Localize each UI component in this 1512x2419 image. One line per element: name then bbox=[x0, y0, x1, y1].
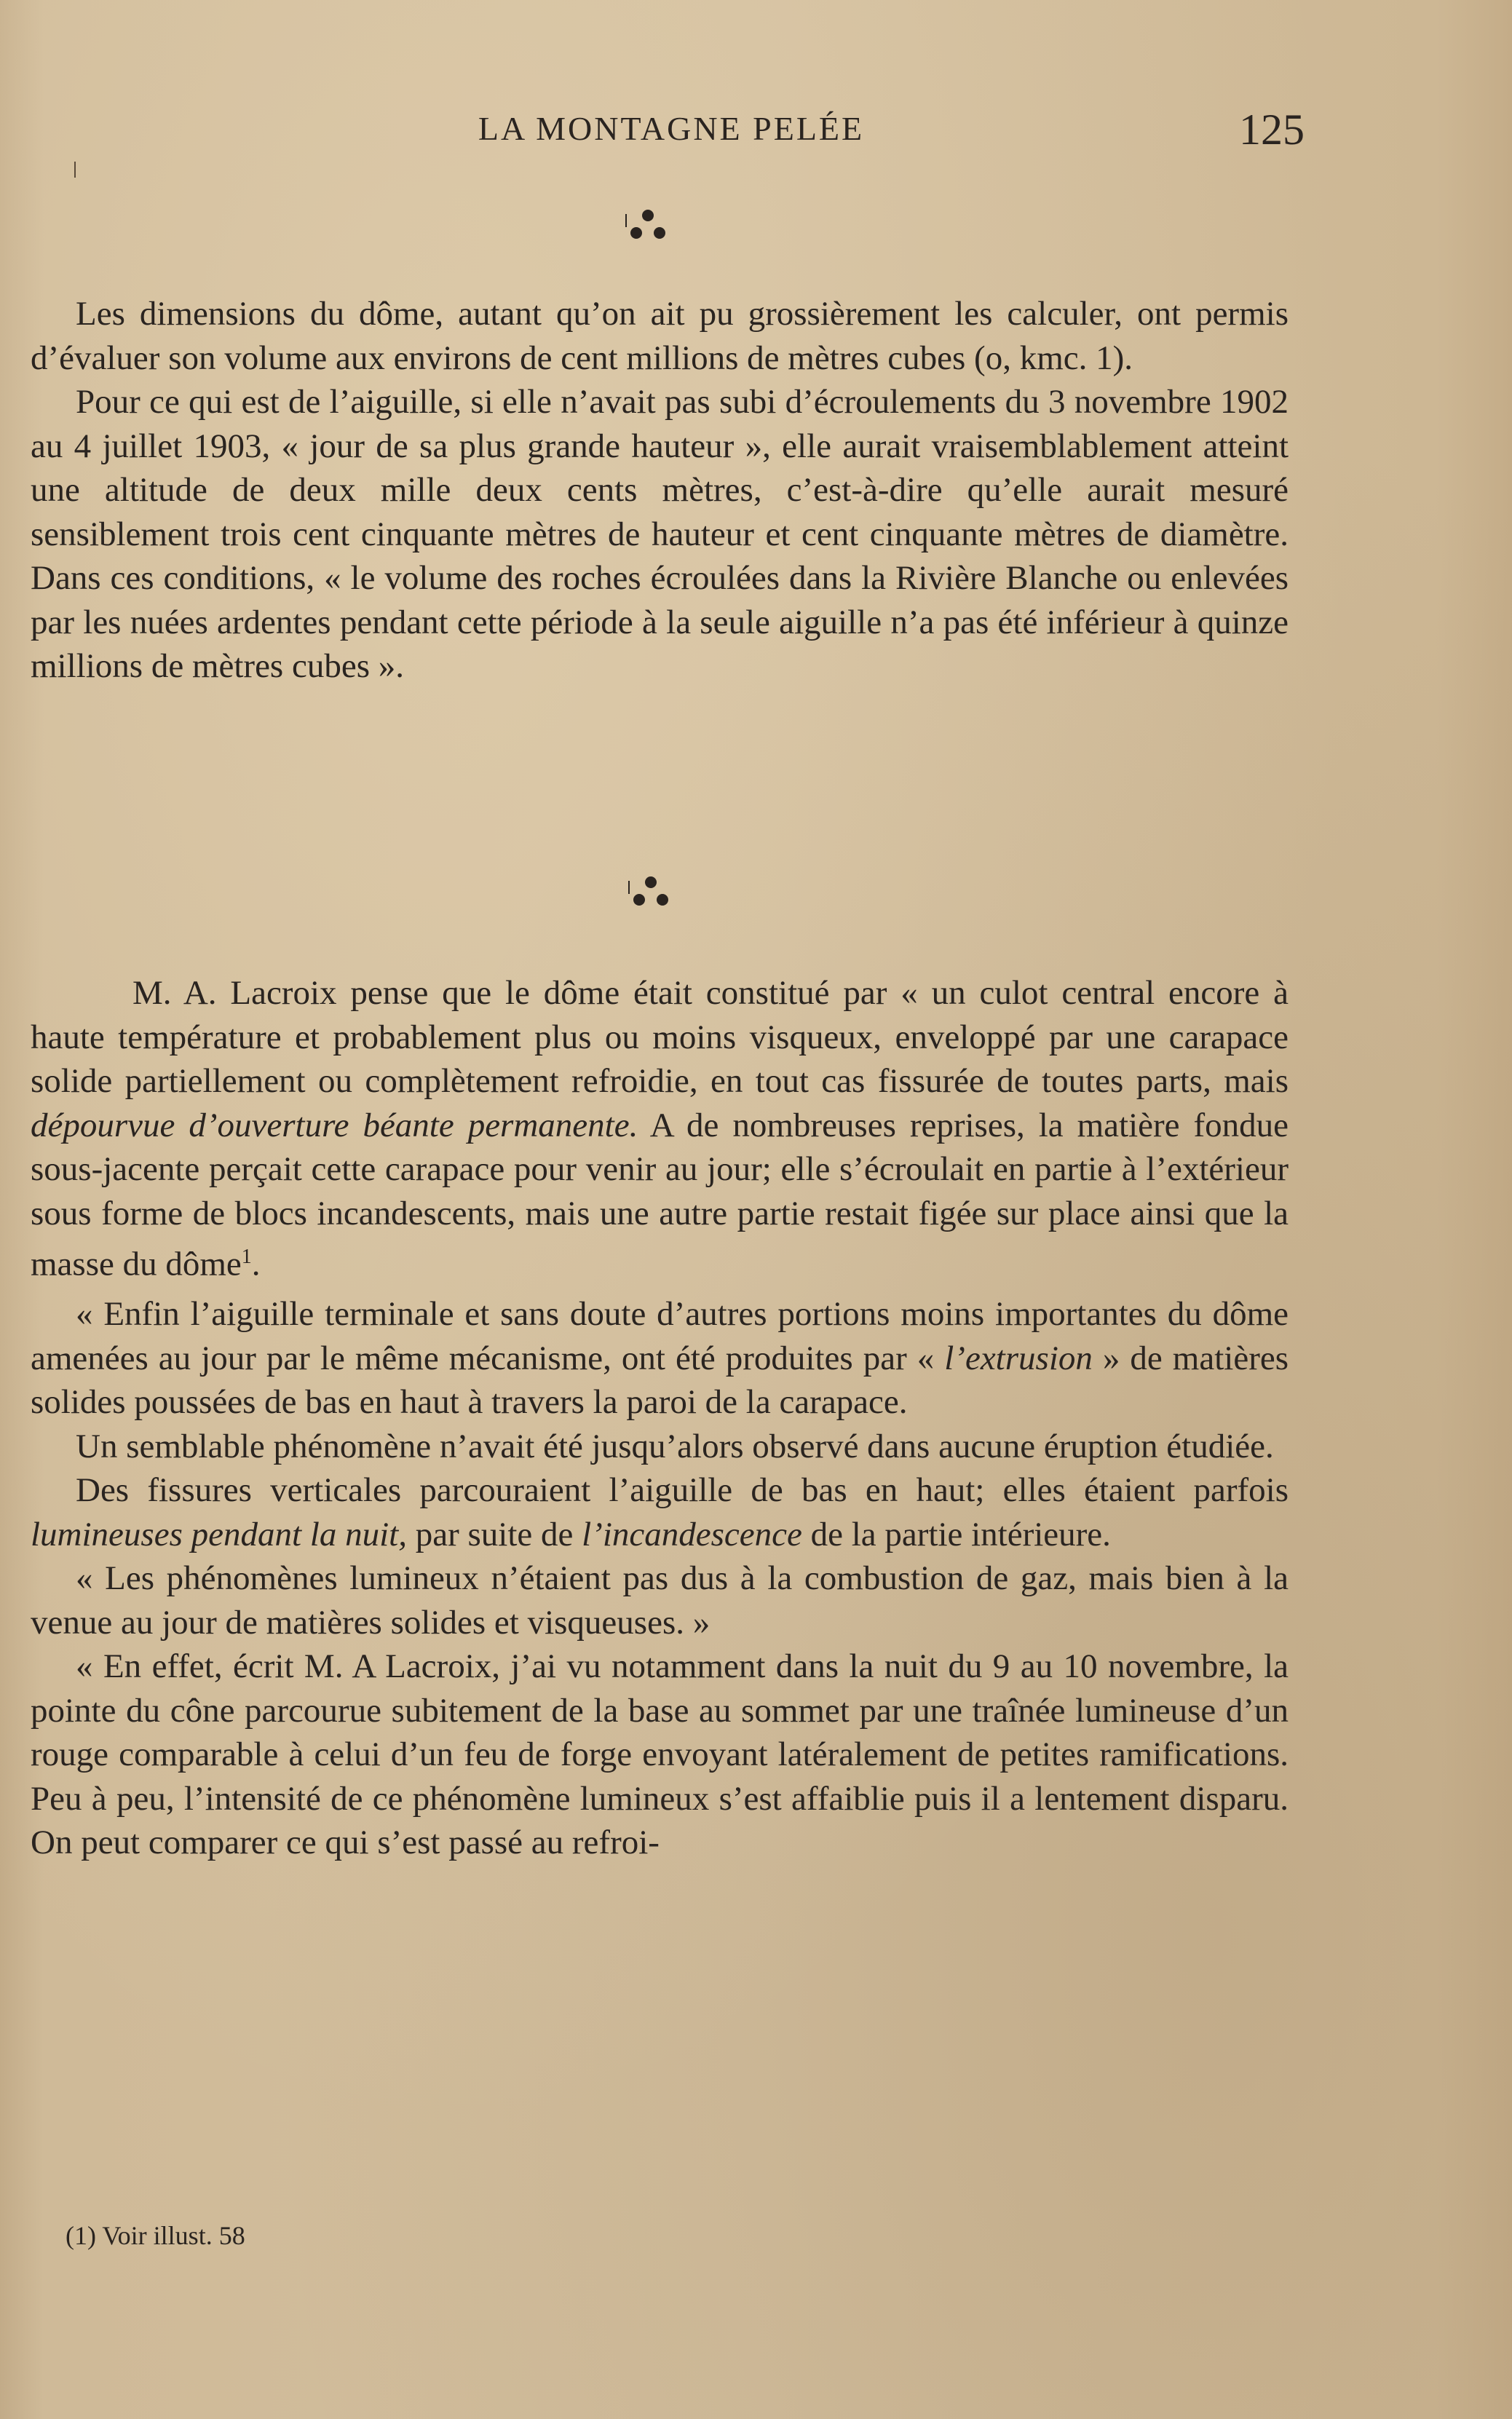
stray-mark bbox=[73, 162, 77, 178]
paragraph bbox=[31, 1468, 1289, 1556]
section-dome-volume bbox=[31, 292, 1289, 689]
asterism-divider-icon bbox=[620, 205, 671, 246]
running-title: LA MONTAGNE PELÉE bbox=[478, 110, 865, 147]
text-run: « Enfin l’aiguille terminale et sans doute d’autres portions moins importantes du dôme amenées au jour par le même mécanisme, ont été produites par « bbox=[31, 1295, 1289, 1377]
paragraph: « Les phénomènes lumineux n’étaient pas dus à la combustion de gaz, mais bien à la venue au jour de matières solides et visqueuses. » bbox=[31, 1559, 1289, 1642]
paragraph bbox=[31, 1292, 1289, 1425]
paragraph: Pour ce qui est de l’aiguille, si elle n’avait pas subi d’écroulements du 3 novembre 1902 au 4 juillet 1903, « jour de sa plus grande hauteur », elle aurait vraisemblablement atteint une altitude de deux mille deux cents mètres, c’est-à-dire qu’elle aurait mesuré sensiblement trois cent cinquante mètres de hauteur et cent cinquante mètres de diamètre. Dans ces conditions, « le volume des roches écroulées dans la Rivière Blanche ou enlevées par les nuées ardentes pendant cette période à la seule aiguille n’a pas été inférieur à quinze millions de mètres cubes ». bbox=[31, 383, 1289, 685]
footnote: (1) Voir illust. 58 bbox=[66, 2221, 245, 2250]
paragraph: Les dimensions du dôme, autant qu’on ait pu grossièrement les calculer, ont permis d’évaluer son volume aux environs de cent millions de mètres cubes (o, kmc. 1). bbox=[31, 295, 1289, 377]
paragraph: « En effet, écrit M. A Lacroix, j’ai vu notamment dans la nuit du 9 au 10 novembre, la pointe du cône parcourue subitement de la base au sommet par une traînée lumineuse d’un rouge comparable à celui d’un feu de forge envoyant latéralement de petites ramifications. Peu à peu, l’intensité de ce phénomène lumineux s’est affaiblie puis il a lentement disparu. On peut comparer ce qui s’est passé au refroi- bbox=[31, 1647, 1289, 1862]
italic-text: l’incandescence bbox=[582, 1515, 802, 1553]
footnote-ref: 1 bbox=[241, 1246, 252, 1268]
text-run: » de matières solides poussées de bas en haut à travers la paroi de la carapace. bbox=[31, 1339, 1289, 1422]
italic-text: l’extrusion bbox=[944, 1339, 1093, 1377]
text-run: de la partie intérieure. bbox=[801, 1515, 1111, 1553]
paragraph: Un semblable phénomène n’avait été jusqu’alors observé dans aucune éruption étudiée. bbox=[76, 1427, 1274, 1465]
paragraph bbox=[31, 971, 1289, 1286]
italic-text: lumineuses pendant la nuit, bbox=[31, 1515, 407, 1553]
asterism-divider-icon bbox=[623, 872, 674, 913]
text-run: A de nombreuses reprises, la matière fondue sous-jacente perçait cette carapace pour venir au jour; elle s’écroulait en partie à l’extérieur sous forme de blocs incandescents, mais une autre partie restait figée sur place ainsi que la masse du dôme bbox=[31, 1106, 1289, 1283]
page-number: 125 bbox=[1239, 106, 1305, 154]
text-run: M. A. Lacroix pense que le dôme était constitué par « un culot central encore à haute température et probablement plus ou moins visqueux, enveloppé par une carapace solide partiellement ou complètement refroidie, en tout cas fissurée de toutes parts, mais bbox=[31, 974, 1289, 1100]
text-run: Des fissures verticales parcouraient l’aiguille de bas en haut; elles étaient parfois bbox=[76, 1471, 1289, 1510]
text-run: . bbox=[251, 1245, 261, 1283]
italic-text: dépourvue d’ouverture béante permanente. bbox=[31, 1106, 638, 1144]
section-dome-structure bbox=[31, 971, 1289, 1865]
page-header bbox=[31, 106, 1305, 167]
text-run: par suite de bbox=[406, 1515, 582, 1553]
